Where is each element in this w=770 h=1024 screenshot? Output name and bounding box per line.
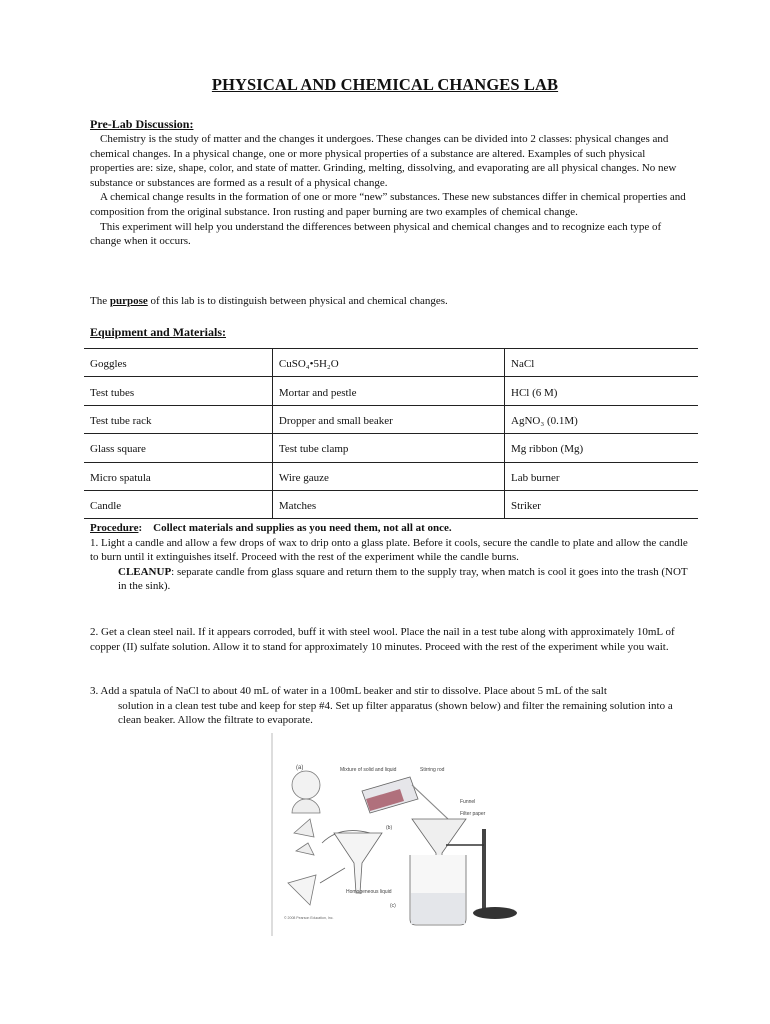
homogeneous-liquid-label: Homogeneous liquid — [346, 889, 392, 895]
table-cell: Goggles — [84, 349, 272, 377]
equipment-heading: Equipment and Materials: — [90, 325, 227, 339]
table-row — [84, 405, 698, 433]
stirring-rod-label: Stirring rod — [420, 767, 445, 773]
table-cell: Glass square — [84, 434, 272, 462]
table-cell: Test tubes — [84, 377, 272, 405]
table-cell: Wire gauze — [272, 462, 504, 490]
prelab-discussion — [90, 132, 686, 249]
prelab-heading: Pre-Lab Discussion: — [90, 117, 194, 131]
table-cell: Lab burner — [505, 462, 698, 490]
table-cell: Matches — [272, 490, 504, 518]
table-cell: Mg ribbon (Mg) — [505, 434, 698, 462]
table-cell: Candle — [84, 490, 272, 518]
funnel-label: Funnel — [460, 799, 476, 805]
filter-paper-label: Filter paper — [460, 811, 486, 817]
procedure-step-3 — [90, 684, 688, 728]
table-cell: Test tube rack — [84, 405, 272, 433]
procedure-step-1: 1. Light a candle and allow a few drops of wax to drip onto a glass plate. Before it cools, secure the candle to plate and allow the candle to burn until it extinguishes itself. Proceed with the rest of the experiment while the candle burns. — [90, 536, 688, 564]
table-cell: CuSO₄•5H₂O — [272, 349, 504, 377]
figure-label-c: (c) — [390, 903, 396, 909]
filtration-apparatus-figure — [270, 733, 520, 936]
table-cell: Test tube clamp — [272, 434, 504, 462]
table-row — [84, 434, 698, 462]
table-row — [84, 462, 698, 490]
purpose-prefix: The — [90, 295, 110, 307]
procedure-step-2: 2. Get a clean steel nail. If it appears corroded, buff it with steel wool. Place the nail in a test tube along with approximately 10mL of copper (II) sulfate solution. Allow it to stand for approximately 10 minutes. Proceed with the rest of the experiment while you wait. — [90, 626, 675, 653]
procedure-heading: Procedure — [90, 522, 139, 534]
filter-paper-quarter-icon — [294, 819, 314, 837]
figure-label-b: (b) — [386, 825, 393, 831]
cleanup-note — [90, 565, 688, 594]
ring-stand-rod-icon — [482, 829, 486, 913]
table-cell: AgNO₃ (0.1M) — [505, 405, 698, 433]
table-cell: Mortar and pestle — [272, 377, 504, 405]
purpose-word: purpose — [109, 295, 148, 307]
table-cell: NaCl — [505, 349, 698, 377]
table-cell: Micro spatula — [84, 462, 272, 490]
table-row — [84, 349, 698, 377]
cleanup-label: CLEANUP — [118, 565, 172, 578]
step-3-continuation: solution in a clean test tube and keep for step #4. Set up filter apparatus (shown below) and filter the remaining solution into a clean beaker. Allow the filtrate to evaporate. — [118, 699, 673, 727]
procedure-section — [90, 521, 688, 594]
purpose-statement — [90, 294, 686, 309]
table-row — [84, 377, 698, 405]
filtrate-liquid-icon — [411, 893, 465, 924]
table-cell: Dropper and small beaker — [272, 405, 504, 433]
mixture-label: Mixture of solid and liquid — [340, 767, 397, 773]
procedure-intro: Collect materials and supplies as you need them, not all at once. — [153, 522, 452, 534]
prelab-paragraph-1: Chemistry is the study of matter and the changes it undergoes. These changes can be divided into 2 classes: physical changes and chemical changes. In a physical change, one or more physical properties of a substance are altered. Examples of such physical properties are: size, shape, color, and state of matter. Grinding, melting, dissolving, and evaporating are all physical changes. No new substance or substances are formed as a result of a physical change. — [90, 133, 677, 189]
figure-label-a: (a) — [296, 765, 304, 771]
small-funnel-icon — [334, 833, 382, 893]
arrow-icon — [320, 868, 345, 883]
purpose-suffix: of this lab is to distinguish between physical and chemical changes. — [147, 295, 448, 307]
table-cell: Striker — [505, 490, 698, 518]
prelab-paragraph-3: This experiment will help you understand the differences between physical and chemical changes and to recognize each type of change when it occurs. — [90, 220, 662, 248]
ring-stand-base-icon — [473, 907, 517, 919]
table-row — [84, 490, 698, 518]
filter-paper-half-icon — [292, 799, 320, 813]
procedure-intro-line — [90, 521, 688, 536]
prelab-paragraph-2: A chemical change results in the formation of one or more “new” substances. These new substances differ in chemical properties and composition from the original substance. Iron rusting and paper burning are two examples of chemical change. — [90, 191, 686, 218]
filter-paper-circle-icon — [292, 771, 320, 799]
filter-paper-cone-icon — [296, 843, 314, 855]
table-cell: HCl (6 M) — [505, 377, 698, 405]
folded-filter-icon — [288, 875, 316, 905]
step-3-first-line: 3. Add a spatula of NaCl to about 40 mL of water in a 100mL beaker and stir to dissolve. Place about 5 mL of the salt — [90, 685, 607, 697]
cleanup-text: : separate candle from glass square and return them to the supply tray, when match is cool it goes into the trash (NOT in the sink). — [118, 565, 688, 593]
stirring-rod-icon — [412, 785, 448, 819]
figure-copyright: © 2008 Pearson Education, Inc. — [284, 916, 334, 920]
procedure-colon: : — [138, 522, 143, 534]
equipment-table — [84, 348, 698, 519]
page-title: PHYSICAL AND CHEMICAL CHANGES LAB — [211, 75, 559, 94]
